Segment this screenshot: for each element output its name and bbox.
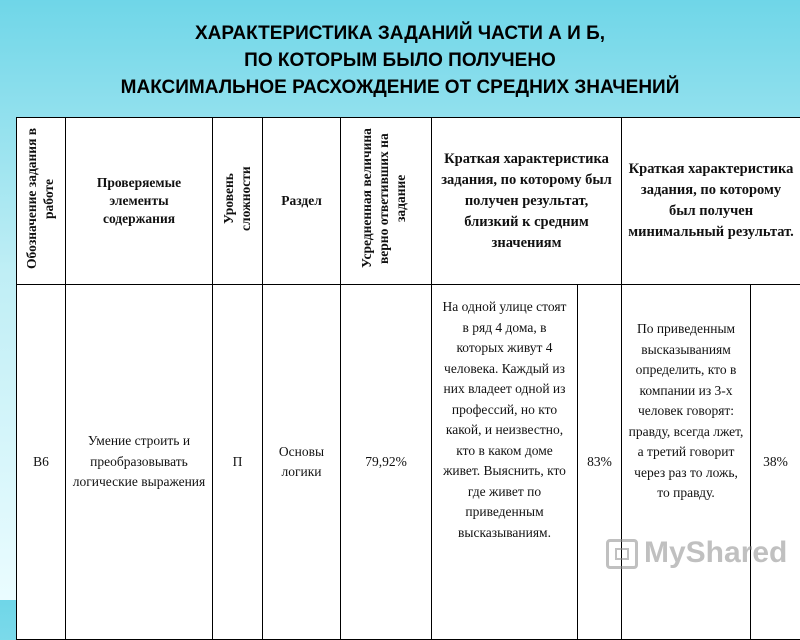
cell-avg: 79,92% bbox=[341, 285, 432, 640]
cell-level: П bbox=[213, 285, 263, 640]
header-elements-text: Проверяемые элементы содержания bbox=[97, 175, 181, 226]
header-section-text: Раздел bbox=[281, 193, 322, 208]
table-row bbox=[17, 285, 800, 640]
watermark-text: MyShared bbox=[644, 536, 787, 569]
header-level-text: Уровень сложности bbox=[220, 154, 256, 244]
header-level bbox=[213, 118, 263, 285]
header-avg-task bbox=[432, 118, 622, 285]
header-elements bbox=[66, 118, 213, 285]
title-line-2: ПО КОТОРЫМ БЫЛО ПОЛУЧЕНО bbox=[0, 47, 800, 74]
cell-min-task: По приведенным высказываниям определить, кто в компании из 3-х человек говорят: правду, всегда лжет, а третий говорит через раз то ложь, то правду. bbox=[622, 285, 751, 640]
header-avg bbox=[341, 118, 432, 285]
header-min-task bbox=[622, 118, 800, 285]
header-row bbox=[17, 118, 800, 285]
task-table bbox=[16, 117, 800, 640]
cell-avg-task-pct: 83% bbox=[578, 285, 622, 640]
header-code bbox=[17, 118, 66, 285]
header-code-text: Обозначение задания в работе bbox=[23, 118, 59, 279]
slide-title bbox=[0, 20, 800, 101]
cell-code: В6 bbox=[17, 285, 66, 640]
header-avg-text: Усредненная величина верно ответивших на задание bbox=[358, 126, 414, 271]
cell-section: Основы логики bbox=[263, 285, 341, 640]
title-line-1: ХАРАКТЕРИСТИКА ЗАДАНИЙ ЧАСТИ А И Б, bbox=[0, 20, 800, 47]
header-avg-task-text: Краткая характеристика задания, по которому был получен результат, близкий к средним значениям bbox=[441, 151, 612, 251]
cell-min-task-pct: 38% bbox=[751, 285, 800, 640]
header-section bbox=[263, 118, 341, 285]
cell-avg-task: На одной улице стоят в ряд 4 дома, в которых живут 4 человека. Каждый из них владеет одной из профессий, но кто какой, и неизвестно, кто в каком доме живет. Выяснить, кто где живет по приведенным высказываниям. bbox=[432, 285, 578, 640]
cell-elements: Умение строить и преобразовывать логические выражения bbox=[66, 285, 213, 640]
header-min-task-text: Краткая характеристика задания, по которому был получен минимальный результат. bbox=[628, 161, 794, 240]
title-line-3: МАКСИМАЛЬНОЕ РАСХОЖДЕНИЕ ОТ СРЕДНИХ ЗНАЧЕНИЙ bbox=[0, 74, 800, 101]
